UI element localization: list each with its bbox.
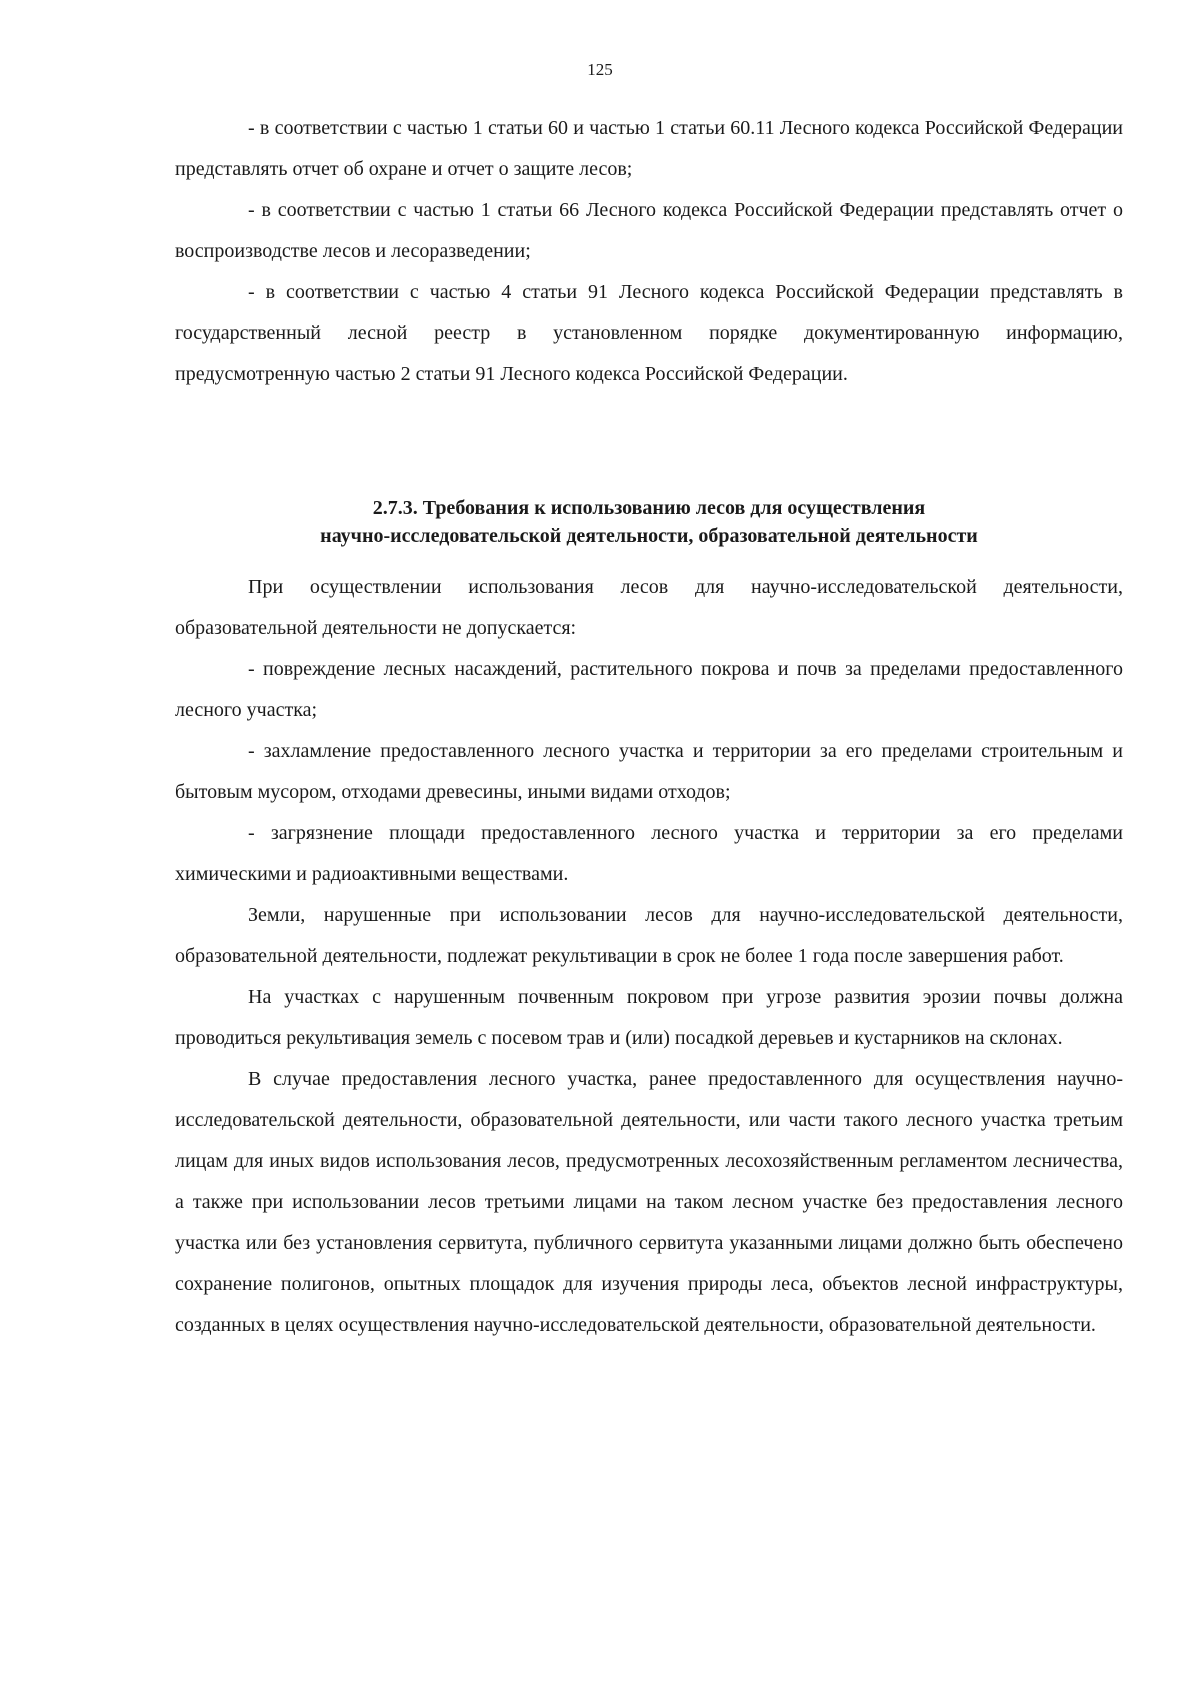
top-paragraphs [175,108,1123,395]
section-title-line: 2.7.3. Требования к использованию лесов для осуществления [372,497,926,519]
paragraph: На участках с нарушенным почвенным покровом при угрозе развития эрозии почвы должна проводиться рекультивация земель с посевом трав и (или) посадкой деревьев и кустарников на склонах. [175,986,1123,1049]
paragraph: - загрязнение площади предоставленного лесного участка и территории за его пределами химическими и радиоактивными веществами. [175,822,1123,885]
paragraph: - захламление предоставленного лесного участка и территории за его пределами строительным и бытовым мусором, отходами древесины, иными видами отходов; [175,740,1123,803]
section-paragraphs [175,567,1123,1346]
section-title [175,494,1123,550]
paragraph: - в соответствии с частью 1 статьи 66 Лесного кодекса Российской Федерации представлять отчет о воспроизводстве лесов и лесоразведении; [175,199,1123,262]
paragraph: - в соответствии с частью 4 статьи 91 Лесного кодекса Российской Федерации представлять в государственный лесной реестр в установленном порядке документированную информацию, предусмотренную частью 2 статьи 91 Лесного кодекса Российской Федерации. [175,281,1123,385]
paragraph: - в соответствии с частью 1 статьи 60 и частью 1 статьи 60.11 Лесного кодекса Российской Федерации представлять отчет об охране и отчет о защите лесов; [175,117,1123,180]
paragraph: При осуществлении использования лесов для научно-исследовательской деятельности, образовательной деятельности не допускается: [175,576,1123,639]
section-title-line: научно-исследовательской деятельности, образовательной деятельности [320,525,978,547]
paragraph: Земли, нарушенные при использовании лесов для научно-исследовательской деятельности, образовательной деятельности, подлежат рекультивации в срок не более 1 года после завершения работ. [175,904,1123,967]
paragraph: В случае предоставления лесного участка, ранее предоставленного для осуществления научно-исследовательской деятельности, образовательной деятельности, или части такого лесного участка третьим лицам для иных видов использования лесов, предусмотренных лесохозяйственным регламентом лесничества, а также при использовании лесов третьими лицами на таком лесном участке без предоставления лесного участка или без установления сервитута, публичного сервитута указанными лицами должно быть обеспечено сохранение полигонов, опытных площадок для изучения природы леса, объектов лесной инфраструктуры, созданных в целях осуществления научно-исследовательской деятельности, образовательной деятельности. [175,1068,1123,1336]
page-number: 125 [587,60,613,79]
paragraph: - повреждение лесных насаждений, растительного покрова и почв за пределами предоставленного лесного участка; [175,658,1123,721]
